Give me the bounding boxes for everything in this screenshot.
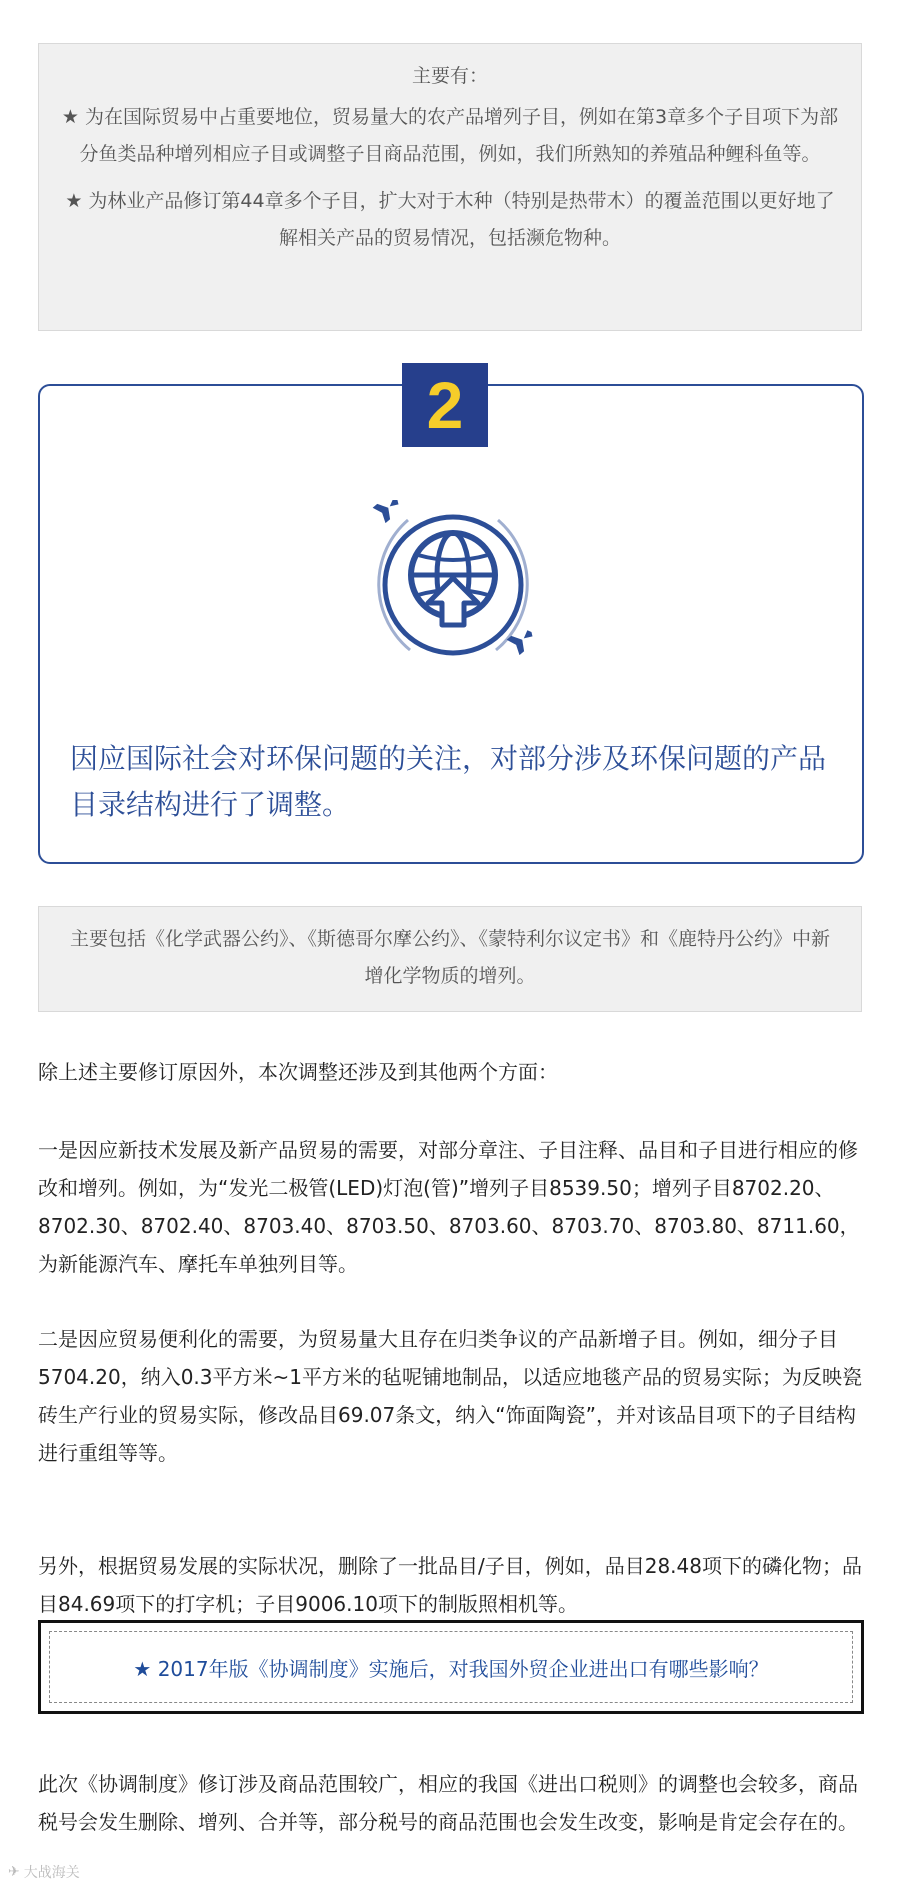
paragraph-intro: 除上述主要修订原因外，本次调整还涉及到其他两个方面：	[38, 1060, 558, 1084]
paragraph-trade-facilitation: 二是因应贸易便利化的需要，为贸易量大且存在归类争议的产品新增子目。例如，细分子目5704.20，纳入0.3平方米~1平方米的毡呢铺地制品，以适应地毯产品的贸易实际；为反映瓷砖生产行业的贸易实际，修改品目69.07条文，纳入“饰面陶瓷”，并对该品目项下的子目结构进行重组等等。	[38, 1327, 862, 1465]
notes-conventions-text: 主要包括《化学武器公约》、《斯德哥尔摩公约》、《蒙特利尔议定书》和《鹿特丹公约》中新增化学物质的增列。	[69, 928, 830, 987]
watermark	[8, 1862, 80, 1882]
notes-intro: 主要有：	[411, 65, 488, 87]
watermark-text: 大战海关	[23, 1865, 80, 1881]
paragraph-impact: 此次《协调制度》修订涉及商品范围较广，相应的我国《进出口税则》的调整也会较多，商品税号会发生删除、增列、合并等，部分税号的商品范围也会发生改变，影响是肯定会存在的。	[38, 1772, 858, 1834]
question-box	[38, 1620, 864, 1714]
notes-box-primary	[38, 43, 862, 331]
section-number-badge: 2	[402, 363, 488, 447]
notes-item-forestry: ★ 为林业产品修订第44章多个子目，扩大对于木种（特别是热带木）的覆盖范围以更好地了解相关产品的贸易情况，包括濒危物种。	[65, 190, 835, 249]
paragraph-new-technology: 一是因应新技术发展及新产品贸易的需要，对部分章注、子目注释、品目和子目进行相应的修改和增列。例如，为“发光二极管(LED)灯泡(管)”增列子目8539.50；增列子目8702.20、8702.30、8702.40、8703.40、8703.50、8703.60、8703.70、8703.80、8711.60，为新能源汽车、摩托车单独列目等。	[38, 1138, 860, 1276]
globe-upload-plane-icon	[348, 500, 558, 670]
section-card-text: 因应国际社会对环保问题的关注，对部分涉及环保问题的产品目录结构进行了调整。	[70, 742, 827, 821]
notes-box-conventions	[38, 906, 862, 1012]
paragraph-deletions: 另外，根据贸易发展的实际状况，删除了一批品目/子目，例如，品目28.48项下的磷化物；品目84.69项下的打字机；子目9006.10项下的制版照相机等。	[38, 1554, 862, 1616]
notes-item-fishery: ★ 为在国际贸易中占重要地位，贸易量大的农产品增列子目，例如在第3章多个子目项下为部分鱼类品种增列相应子目或调整子目商品范围，例如，我们所熟知的养殖品种鲤科鱼等。	[61, 106, 839, 165]
question-text: ★ 2017年版《协调制度》实施后，对我国外贸企业进出口有哪些影响？	[133, 1656, 769, 1681]
watermark-logo-icon: ✈	[8, 1864, 20, 1880]
question-box-inner	[49, 1631, 853, 1703]
